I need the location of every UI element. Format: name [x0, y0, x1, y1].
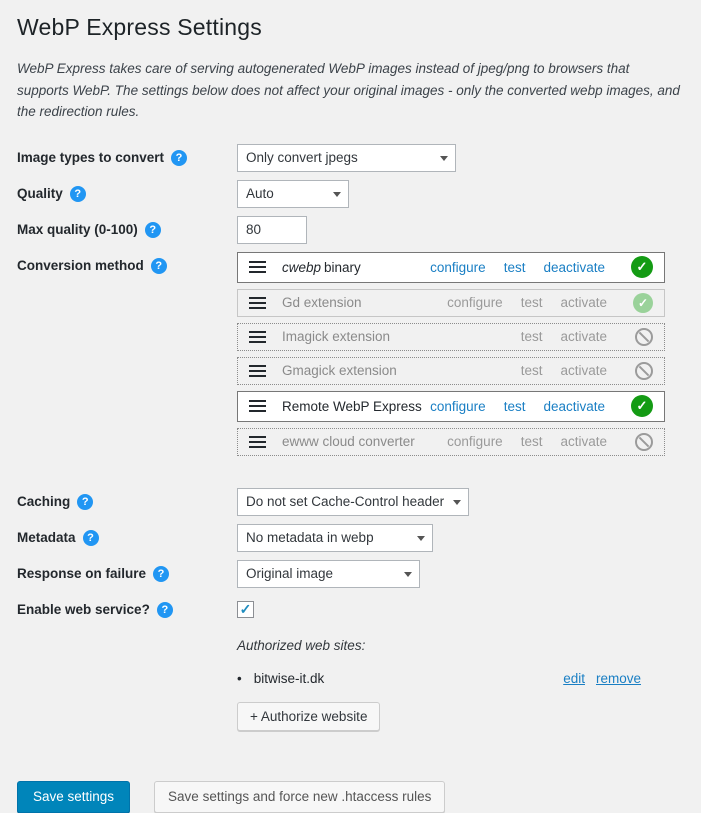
drag-handle-icon[interactable] [249, 436, 266, 448]
converter-row-imagick[interactable] [237, 323, 665, 351]
enable-web-service-label-text: Enable web service? [17, 602, 150, 618]
image-types-label-text: Image types to convert [17, 150, 165, 166]
quality-label [17, 186, 237, 202]
converter-name: ewww cloud converter [282, 434, 415, 450]
conversion-method-label [17, 252, 237, 274]
conversion-method-label-text: Conversion method [17, 258, 144, 274]
drag-handle-icon[interactable] [249, 261, 266, 273]
quality-select[interactable] [237, 180, 349, 208]
configure-link[interactable]: configure [430, 259, 486, 275]
caching-select[interactable] [237, 488, 469, 516]
help-icon[interactable]: ? [171, 150, 187, 166]
active-check-icon [631, 256, 653, 278]
converter-name-italic: cwebp [282, 259, 322, 275]
converter-row-cwebp[interactable] [237, 252, 665, 283]
authorized-websites-heading: Authorized web sites: [237, 637, 366, 653]
test-link[interactable]: test [503, 398, 526, 414]
converter-list [237, 252, 665, 456]
response-on-failure-label [17, 566, 237, 582]
converter-row-gd[interactable] [237, 289, 665, 317]
row-enable-web-service [17, 596, 681, 624]
converter-actions [521, 362, 653, 380]
activate-link[interactable]: activate [560, 329, 607, 345]
working-check-icon [633, 293, 653, 313]
image-types-label [17, 150, 237, 166]
unavailable-ban-icon [635, 328, 653, 346]
help-icon[interactable]: ? [77, 494, 93, 510]
drag-handle-icon[interactable] [249, 297, 266, 309]
converter-name [282, 260, 361, 275]
row-quality [17, 180, 681, 208]
image-types-select[interactable] [237, 144, 456, 172]
help-icon[interactable]: ? [151, 258, 167, 274]
help-icon[interactable]: ? [157, 602, 173, 618]
deactivate-link[interactable]: deactivate [543, 398, 605, 414]
bullet-icon: • [237, 670, 242, 686]
configure-link[interactable]: configure [447, 434, 503, 450]
bottom-actions [17, 781, 681, 813]
row-caching [17, 488, 681, 516]
save-settings-button[interactable]: Save settings [17, 781, 130, 813]
converter-name: Imagick extension [282, 329, 391, 345]
converter-actions [430, 256, 653, 278]
caching-label-text: Caching [17, 494, 71, 510]
max-quality-label-text: Max quality (0-100) [17, 222, 138, 238]
converter-actions [447, 293, 653, 313]
active-check-icon [631, 395, 653, 417]
save-settings-force-htaccess-button[interactable]: Save settings and force new .htaccess rules [154, 781, 445, 813]
metadata-label-text: Metadata [17, 530, 76, 546]
metadata-label [17, 530, 237, 546]
converter-row-ewww[interactable] [237, 428, 665, 456]
authorized-site-row [237, 671, 641, 686]
response-on-failure-select[interactable] [237, 560, 420, 588]
row-conversion-method [17, 252, 681, 480]
converter-row-gmagick[interactable] [237, 357, 665, 385]
converter-name: Remote WebP Express [282, 398, 422, 414]
image-types-selected-value: Only convert jpegs [246, 150, 358, 166]
quality-selected-value: Auto [246, 186, 274, 202]
max-quality-input[interactable] [237, 216, 307, 244]
converter-actions [430, 395, 653, 417]
test-link[interactable]: test [503, 259, 526, 275]
activate-link[interactable]: activate [560, 295, 607, 311]
site-name: bitwise-it.dk [253, 670, 325, 686]
test-link[interactable]: test [520, 363, 543, 379]
help-icon[interactable]: ? [70, 186, 86, 202]
row-response-on-failure [17, 560, 681, 588]
help-icon[interactable]: ? [83, 530, 99, 546]
response-on-failure-selected-value: Original image [246, 566, 334, 582]
configure-link[interactable]: configure [430, 398, 486, 414]
row-image-types [17, 144, 681, 172]
caching-label [17, 494, 237, 510]
quality-label-text: Quality [17, 186, 63, 202]
unavailable-ban-icon [635, 433, 653, 451]
metadata-selected-value: No metadata in webp [246, 530, 374, 546]
converter-row-remote-webp-express[interactable] [237, 391, 665, 422]
edit-site-link[interactable]: edit [563, 670, 585, 686]
converter-name: Gd extension [282, 295, 362, 311]
converter-actions [447, 433, 653, 451]
activate-link[interactable]: activate [560, 434, 607, 450]
caching-selected-value: Do not set Cache-Control header [246, 494, 445, 510]
drag-handle-icon[interactable] [249, 400, 266, 412]
deactivate-link[interactable]: deactivate [543, 259, 605, 275]
test-link[interactable]: test [520, 295, 543, 311]
remove-site-link[interactable]: remove [595, 670, 641, 686]
authorized-websites-section [237, 638, 681, 736]
test-link[interactable]: test [520, 329, 543, 345]
authorize-website-button[interactable]: + Authorize website [237, 702, 380, 732]
test-link[interactable]: test [520, 434, 543, 450]
help-icon[interactable]: ? [145, 222, 161, 238]
metadata-select[interactable] [237, 524, 433, 552]
enable-web-service-checkbox[interactable]: ✓ [237, 601, 254, 618]
converter-name: Gmagick extension [282, 363, 397, 379]
configure-link[interactable]: configure [447, 295, 503, 311]
row-metadata [17, 524, 681, 552]
row-max-quality [17, 216, 681, 244]
page-description: WebP Express takes care of serving autogenerated WebP images instead of jpeg/png to browsers that supports WebP. The settings below does not affect your original images - only the converted webp images, and the redirection rules. [17, 61, 680, 120]
unavailable-ban-icon [635, 362, 653, 380]
response-on-failure-label-text: Response on failure [17, 566, 147, 582]
drag-handle-icon[interactable] [249, 365, 266, 377]
converter-name-plain: binary [324, 259, 361, 275]
site-actions [563, 671, 641, 686]
enable-web-service-label [17, 602, 237, 618]
activate-link[interactable]: activate [560, 363, 607, 379]
page-title: WebP Express Settings [17, 14, 262, 40]
drag-handle-icon[interactable] [249, 331, 266, 343]
converter-actions [521, 328, 653, 346]
max-quality-label [17, 222, 237, 238]
help-icon[interactable]: ? [153, 566, 169, 582]
